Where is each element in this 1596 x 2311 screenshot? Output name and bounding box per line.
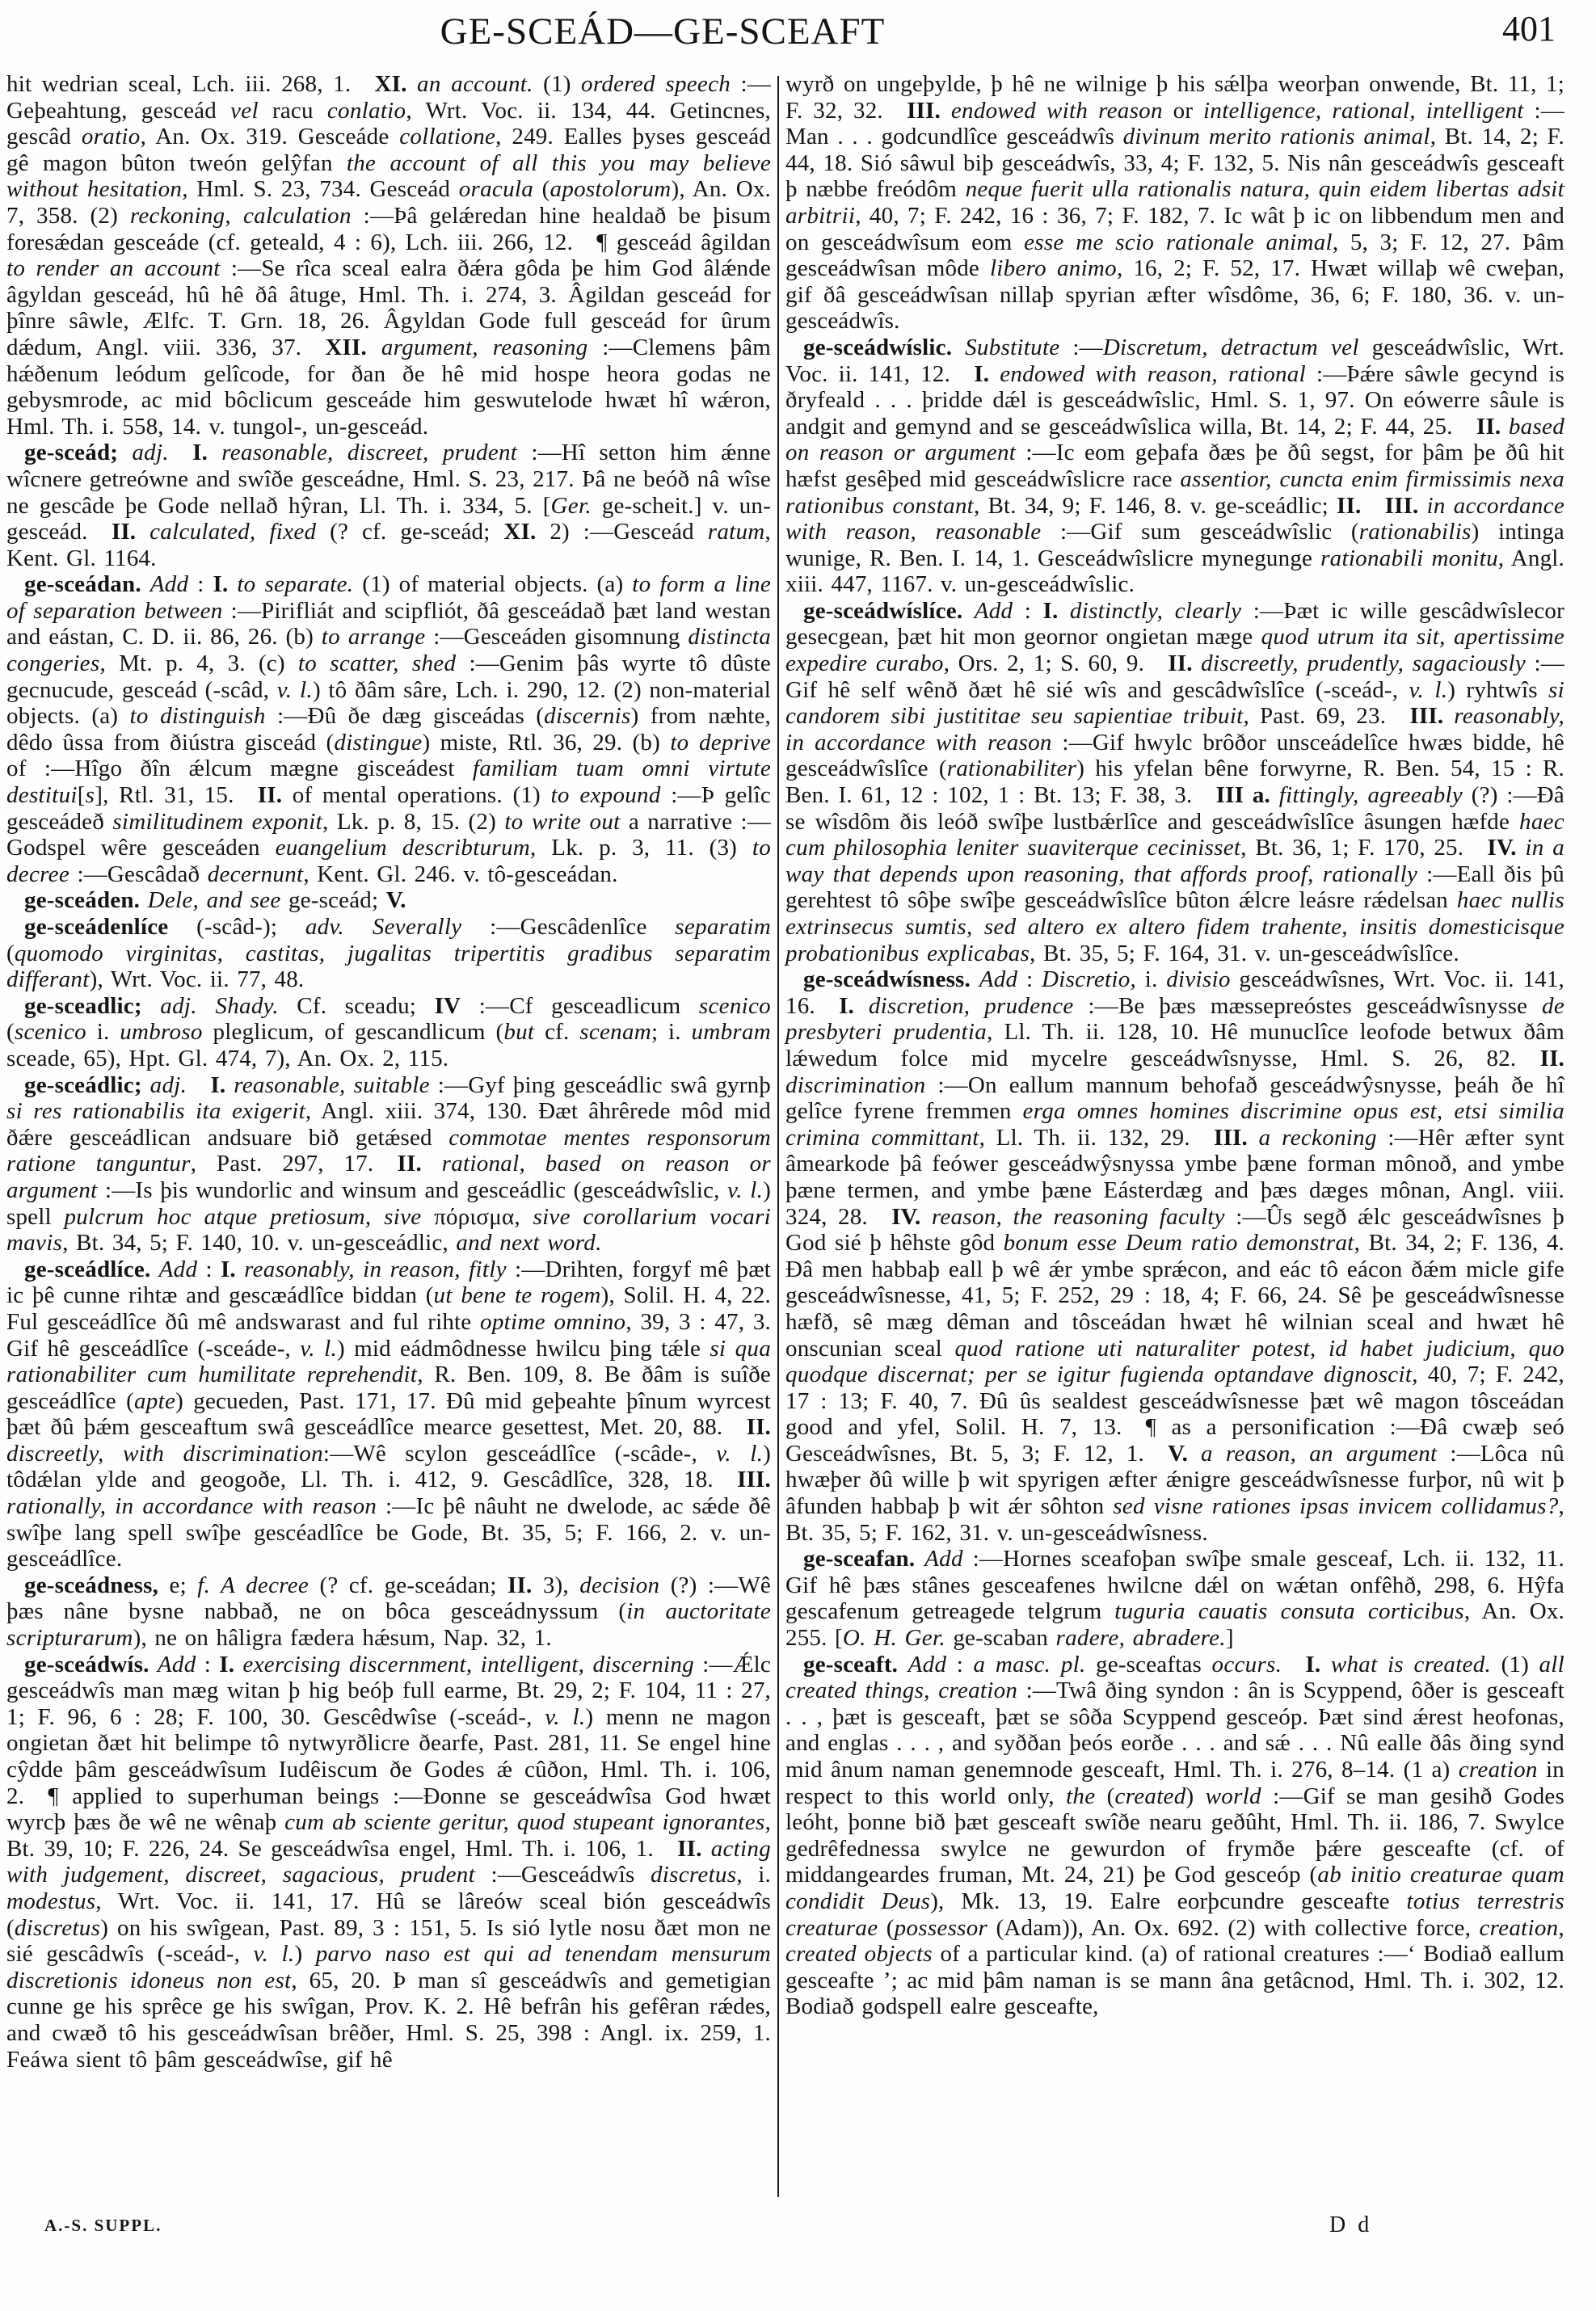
column-divider-rule [777, 76, 779, 2197]
dictionary-entry: ge-sceád; adj. I. reasonable, discreet, prudent :—Hî setton him ǽnne wîcnere getreówne and swîðe gesceádne, Hml. S. 23, 217. Þâ ne beóð nâ wîse ne gescâde þe Gode nellað hŷran, Ll. Th. i. 334, 5. [Ger. ge-scheit.] v. un-gesceád. II. calculated, fixed (? cf. ge-sceád; XI. 2) :—Gesceád ratum, Kent. Gl. 1164. [6, 440, 772, 571]
dictionary-entry: ge-sceadlic; adj. Shady. Cf. sceadu; IV :—Cf gesceadlicum scenico (scenico i. umbroso pleglicum, of gescandlicum (but cf. scenam; i. umbram sceade, 65), Hpt. Gl. 474, 7), An. Ox. 2, 115. [6, 992, 772, 1071]
running-head: GE-SCEÁD—GE-SCEAFT [440, 11, 886, 53]
dictionary-entry: ge-sceádenlíce (-scâd-); adv. Severally :—Gescâdenlîce separatim (quomodo virginitas, castitas, jugalitas tripertitis gradibus separatim differant), Wrt. Voc. ii. 77, 48. [6, 914, 771, 993]
column-right [785, 71, 1564, 2197]
dictionary-entry: ge-sceafan. Add :—Hornes sceafoþan swîþe smale gesceaf, Lch. ii. 132, 11. Gif hê þæs stânes gesceafenes hwilcne dǽl on wǽtan onfêhð, 298, 6. Hŷfa gescafenum getreagede telgrum tuguria cauatis consuta corticibus, An. Ox. 255. [O. H. Ger. ge-scaban radere, abradere.] [785, 1546, 1565, 1652]
dictionary-entry: ge-sceaft. Add : a masc. pl. ge-sceaftas occurs. I. what is created. (1) all created things, creation :—Twâ ðing syndon : ân is Scyppend, ôðer is gesceaft . . , þæt is gesceaft, þæt se sôða Scyppend gesceóp. Þæt sind ǽrest heofonas, and englas . . . , and syððan þeós eorðe . . . and sǽ . . . Nû ealle ðâs ðing synd mid ânum naman genemnode gesceaft, Hml. Th. i. 276, 8–14. (1 a) creation in respect to this world only, the (created) world :—Gif se man gesihð Godes leóht, þonne bið þæt gesceaft swîðe nearu geðûht, Hml. Th. ii. 186, 7. Swylce gedrêfednessa swylce ne gewurdon of frymðe þǽre gesceafte (cf. of middangeardes fruman, Mt. 24, 21) þe God gesceóp (ab initio creaturae quam condidit Deus), Mk. 13, 19. Ealre eorþcundre gesceafte totius terrestris creaturae (possessor (Adam)), An. Ox. 692. (2) with collective force, creation, created objects of a particular kind. (a) of rational creatures :—‘ Bodiað eallum gesceafte ’; ac mid þâm naman is se mann âna getâcnod, Hml. Th. i. 302, 12. Bodiað godspell ealre gesceafte, [785, 1651, 1565, 2020]
page-number: 401 [1502, 9, 1556, 48]
dictionary-entry: ge-sceádwíslic. Substitute :—Discretum, detractum vel gesceádwîslic, Wrt. Voc. ii. 141, 12. I. endowed with reason, rational :—Þǽre sâwle gecynd is ðryfeald . . . þridde dǽl is gesceádwîslic, Hml. S. 1, 97. On eówerre sâule is andgit and gemynd and se gesceádwîslica willa, Bt. 14, 2; F. 44, 25. II. based on reason or argument :—Ic eom geþafa ðæs þe ðû segst, for þâm þe ðû hit hæfst gesêþed mid gesceádwîslicre race assentior, cuncta enim firmissimis nexa rationibus constant, Bt. 34, 9; F. 146, 8. v. ge-sceádlic; II. III. in accordance with reason, reasonable :—Gif sum gesceádwîslic (rationabilis) intinga wunige, R. Ben. I. 14, 1. Gesceádwîslicre mynegunge rationabili monitu, Angl. xiii. 447, 1167. v. un-gesceádwîslic. [785, 334, 1565, 598]
dictionary-entry: ge-sceádwís. Add : I. exercising discernment, intelligent, discerning :—Ǽlc gesceádwîs man mæg witan þ hig beóþ full earme, Bt. 29, 2; F. 104, 11 : 27, 1; F. 96, 6 : 28; F. 100, 30. Gescêdwîse (-sceád-, v. l.) menn ne magon ongietan ðæt hit belimpe tô nytwyrðlicre ðearfe, Past. 281, 11. Se engel hine cŷdde þâm gesceádwîsum Iudêiscum ðe Godes ǽ cûðon, Hml. Th. i. 106, 2. ¶ applied to superhuman beings :—Ðonne se gesceádwîsa God hwæt wyrcþ þæs ðe wê ne wênaþ cum ab sciente geritur, quod stupeant ignorantes, Bt. 39, 10; F. 226, 24. Se gesceádwîsa engel, Hml. Th. i. 106, 1. II. acting with judgement, discreet, sagacious, prudent :—Gesceádwîs discretus, i. modestus, Wrt. Voc. ii. 141, 17. Hû se lâreów sceal bión gesceádwîs (discretus) on his swîgean, Past. 89, 3 : 151, 5. Is sió lytle nosu ðæt mon ne sié gescâdwîs (-sceád-, v. l.) parvo naso est qui ad tenendam mensurum discretionis idoneus non est, 65, 20. Þ man sî gesceádwîs and gemetigian cunne ge his sprêce ge his swîgan, Prov. K. 2. Hê befrân his gefêran rǽdes, and cwæð tô his gesceádwîsan brêðer, Hml. S. 25, 398 : Angl. ix. 259, 1. Feáwa sient tô þâm gesceádwîse, gif hê [6, 1651, 772, 2073]
column-left [6, 71, 771, 2197]
dictionary-entry: ge-sceádlíce. Add : I. reasonably, in reason, fitly :—Drihten, forgyf mê þæt ic þê cunne rihtæ and gescæádlîce biddan (ut bene te rogem), Solil. H. 4, 22. Ful gesceádlîce ðû mê andswarast and ful rihte optime omnino, 39, 3 : 47, 3. Gif hê gesceádlîce (-sceáde-, v. l.) mid eádmôdnesse hwilcu þing tǽle si qua rationabiliter cum humilitate reprehendit, R. Ben. 109, 8. Be ðâm is suîðe gesceádlîce (apte) gecueden, Past. 171, 17. Ðû mid geþeahte þînum wyrcest þæt ðû þǽm gesceaftum swâ gesceádlîce mearce gesettest, Met. 20, 88. II. discreetly, with discrimination:—Wê scylon gesceádlîce (-scâde-, v. l.) tôdǽlan ylde and geogoðe, Ll. Th. i. 412, 9. Gescâdlîce, 328, 18. III. rationally, in accordance with reason :—Ic þê nâuht ne dwelode, ac sǽde ðê swîþe lang spell swîþe gescéadlîce be Gode, Bt. 35, 5; F. 166, 2. v. un-gesceádlîce. [6, 1256, 772, 1572]
quire-signature: D d [1329, 2212, 1373, 2237]
signature-mark: A.-S. SUPPL. [44, 2216, 162, 2235]
dictionary-entry: ge-sceádwíslíce. Add : I. distinctly, clearly :—Þæt ic wille gescâdwîslecor gesecgean, þæt hit mon geornor ongietan mæge quod utrum ita sit, apertissime expedire curabo, Ors. 2, 1; S. 60, 9. II. discreetly, prudently, sagaciously :—Gif hê self wênð ðæt hê sié wîs and gescâdwîslîce (-sceád-, v. l.) ryhtwîs si candorem sibi justititae seu sapientiae tribuit, Past. 69, 23. III. reasonably, in accordance with reason :—Gif hwylc brôðor unsceádelîce hwæs bidde, hê gesceádwîslîce (rationabiliter) his yfelan bêne forwyrne, R. Ben. 54, 15 : R. Ben. I. 61, 12 : 102, 1 : Bt. 13; F. 38, 3. III a. fittingly, agreeably (?) :—Ðâ se wîsdôm ðis leóð swîþe lustbǽrlîce and gesceádwîslîce âsungen hæfde haec cum philosophia leniter suaviterque cecinisset, Bt. 36, 1; F. 170, 25. IV. in a way that depends upon reasoning, that affords proof, rationally :—Eall ðis þû gerehtest tô sôþe swîþe gesceádwîslîce bûton ǽlcre leásre rǽdelsan haec nullis extrinsecus sumtis, sed altero ex altero fidem trahente, insitis domesticisque probationibus explicabas, Bt. 35, 5; F. 164, 31. v. un-gesceádwîslîce. [785, 597, 1565, 966]
dictionary-entry: ge-sceádlic; adj. I. reasonable, suitable :—Gyf þing gesceádlic swâ gyrnþ si res rationabilis ita exigerit, Angl. xiii. 374, 130. Ðæt âhrêrede môd mid ðǽre gesceádlican andsuare bið getǽsed commotae mentes responsorum ratione tanguntur, Past. 297, 17. II. rational, based on reason or argument :—Is þis wundorlic and winsum and gesceádlic (gesceádwîslic, v. l.) spell pulcrum hoc atque pretiosum, sive πόρισμα, sive corollarium vocari mavis, Bt. 34, 5; F. 140, 10. v. un-gesceádlic, and next word. [6, 1071, 772, 1257]
dictionary-entry: wyrð on ungeþylde, þ hê ne wilnige þ his sǽlþa weorþan onwende, Bt. 11, 1; F. 32, 32. III. endowed with reason or intelligence, rational, intelligent :—Man . . . godcundlîce gesceádwîs divinum merito rationis animal, Bt. 14, 2; F. 44, 18. Sió sâwul biþ gesceádwîs, 33, 4; F. 132, 5. Nis nân gesceádwîs gesceaft þ næbbe freódôm neque fuerit ulla rationalis natura, quin eidem libertas adsit arbitrii, 40, 7; F. 242, 16 : 36, 7; F. 182, 7. Ic wât þ ic on libbendum men and on gesceádwîsum eom esse me scio rationale animal, 5, 3; F. 12, 27. Þâm gesceádwîsan môde libero animo, 16, 2; F. 52, 17. Hwæt willaþ wê cweþan, gif ðâ gesceádwîsan nillaþ spyrian æfter wîsdôme, 36, 6; F. 180, 36. v. un-gesceádwîs. [785, 71, 1564, 335]
dictionary-entry: hit wedrian sceal, Lch. iii. 268, 1. XI. an account. (1) ordered speech :—Geþeahtung, gesceád vel racu conlatio, Wrt. Voc. ii. 134, 44. Getincnes, gescâd oratio, An. Ox. 319. Gesceáde collatione, 249. Ealles þyses gesceád gê magon bûton tweón gelŷfan the account of all this you may believe without hesitation, Hml. S. 23, 734. Gesceád oracula (apostolorum), An. Ox. 7, 358. (2) reckoning, calculation :—Þâ gelǽredan hine healdað be þisum foresǽdan gesceáde (cf. geteald, 4 : 6), Lch. iii. 266, 12. ¶ gesceád âgildan to render an account :—Se rîca sceal ealra ðǽra gôda þe him God âlǽnde âgyldan gesceád, hû hê ðâ âtuge, Hml. Th. i. 274, 3. Âgildan gesceád for þînre sâwle, Ælfc. T. Grn. 18, 26. Âgyldan Gode full gesceád for ûrum dǽdum, Angl. viii. 336, 37. XII. argument, reasoning :—Clemens þâm hǽðenum leódum gelîcode, for ðan ðe hê mid hospe heora godas ne gebysmrode, ac mid bôclicum gesceáde him geswutelode hwæt hî wǽron, Hml. Th. i. 558, 14. v. tungol-, un-gesceád. [6, 71, 772, 440]
dictionary-entry: ge-sceádan. Add : I. to separate. (1) of material objects. (a) to form a line of separation between :—Pirifliát and scipfliót, ðâ gesceádað þæt land westan and eástan, C. D. ii. 86, 26. (b) to arrange :—Gesceáden gisomnung distincta congeries, Mt. p. 4, 3. (c) to scatter, shed :—Genim þâs wyrte tô dûste gecnucude, gesceád (-scâd, v. l.) tô ðâm sâre, Lch. i. 290, 12. (2) non-material objects. (a) to distinguish :—Ðû ðe dæg gisceádas (discernis) from næhte, dêdo ûssa from ðiústra gisceád (distingue) miste, Rtl. 36, 29. (b) to deprive of :—Hîgo ðîn ǽlcum mægne gisceádest familiam tuam omni virtute destitui[s], Rtl. 31, 15. II. of mental operations. (1) to expound :—Þ gelîc gesceádeð similitudinem exponit, Lk. p. 8, 15. (2) to write out a narrative :—Godspel wêre gesceáden euangelium describturum, Lk. p. 3, 11. (3) to decree :—Gescâdað decernunt, Kent. Gl. 246. v. tô-gesceádan. [6, 571, 772, 887]
dictionary-entry: ge-sceádwísness. Add : Discretio, i. divisio gesceádwîsnes, Wrt. Voc. ii. 141, 16. I. discretion, prudence :—Be þæs mæssepreóstes gesceádwîsnysse de presbyteri prudentia, Ll. Th. ii. 128, 10. Hê munuclîce leofode betwux ðâm lǽwedum folce mid mycelre gesceádwîsnysse, Hml. S. 26, 82. II. discrimination :—On eallum mannum behofað gesceádwŷsnysse, þeáh ðe hî gelîce fyrene fremmen erga omnes homines discrimine opus est, etsi similia crimina committant, Ll. Th. ii. 132, 29. III. a reckoning :—Hêr æfter synt âmearkode þâ feówer gesceádwŷsnyssa ymbe þæne forman mônoð, and ymbe þæne termen, and ymbe þæne Eásterdæg and þæs dæges mônan, Angl. viii. 324, 28. IV. reason, the reasoning faculty :—Ûs segð ǽlc gesceádwîsnes þ God sié þ hêhste gôd bonum esse Deum ratio demonstrat, Bt. 34, 2; F. 136, 4. Ðâ men habbaþ eall þ wê ǽr ymbe sprǽcon, and eác tô eácon ðǽm micle gife gesceádwîsnesse, 41, 5; F. 252, 29 : 18, 4; F. 66, 24. Sê þe gesceádwîsnesse hæfð, sê mæg dêman and tôsceádan hwæt hê wilnian sceal and hwæt hê onscunian sceal quod ratione uti naturaliter potest, id habet judicium, quo quodque discernat; per se igitur fugienda optandave dignoscit, 40, 7; F. 242, 17 : 13; F. 40, 7. Ðû ûs sealdest gesceádwîsnesse þæt wê magon tôsceádan good and yfel, Solil. H. 7, 13. ¶ as a personification :—Ðâ cwæþ seó Gesceádwîsnes, Bt. 5, 3; F. 12, 1. V. a reason, an argument :—Lôca nû hwæþer ðû wille þ wit spyrigen æfter ǽnigre gesceádwîsnesse furþor, nû wit þ âfunden habbaþ þ wit ǽr sôhton sed visne rationes ipsas invicem collidamus?, Bt. 35, 5; F. 162, 31. v. un-gesceádwîsness. [785, 966, 1565, 1546]
dictionary-entry: ge-sceádness, e; f. A decree (? cf. ge-sceádan; II. 3), decision (?) :—Wê þæs nâne bysne nabbað, ne on bôca gesceádnyssum (in auctoritate scripturarum), ne on hâligra fædera hǽsum, Nap. 32, 1. [6, 1572, 772, 1652]
text-columns [6, 71, 1571, 2197]
dictionary-entry: ge-sceáden. Dele, and see ge-sceád; V. [24, 887, 406, 914]
